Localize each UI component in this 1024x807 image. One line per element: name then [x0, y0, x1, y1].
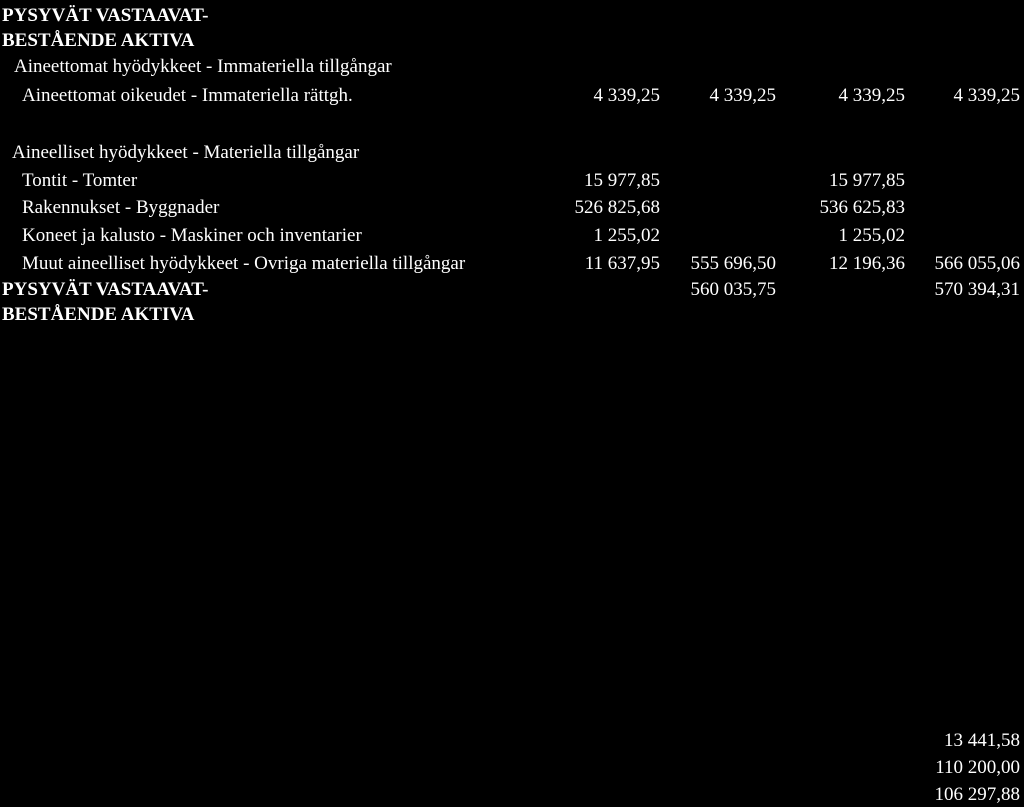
section-title-line1: PYSYVÄT VASTAAVAT-	[2, 5, 209, 26]
value-col4: 4 339,25	[953, 85, 1020, 106]
value-col2: 4 339,25	[709, 85, 776, 106]
row-label: Aineettomat oikeudet - Immateriella rättgh.	[22, 85, 353, 106]
value-col3: 536 625,83	[819, 197, 905, 218]
total-label-line1: PYSYVÄT VASTAAVAT-	[2, 279, 209, 300]
value-col3: 4 339,25	[838, 85, 905, 106]
row-label: Muut aineelliset hyödykkeet - Ovriga materiella tillgångar	[22, 253, 466, 274]
value-col3: 15 977,85	[829, 170, 905, 191]
row-label: Rakennukset - Byggnader	[22, 197, 220, 218]
total-value-col2: 560 035,75	[690, 279, 776, 300]
value-col1: 526 825,68	[574, 197, 660, 218]
row-label: Koneet ja kalusto - Maskiner och inventarier	[22, 225, 362, 246]
total-value-col4: 570 394,31	[934, 279, 1020, 300]
total-label-line2: BESTÅENDE AKTIVA	[2, 304, 195, 325]
value-col1: 4 339,25	[593, 85, 660, 106]
value-col3: 1 255,02	[838, 225, 905, 246]
value-col1: 11 637,95	[584, 253, 660, 274]
value-col1: 15 977,85	[584, 170, 660, 191]
value-col4: 566 055,06	[934, 253, 1020, 274]
row-label: Tontit - Tomter	[22, 170, 138, 191]
value-col3: 12 196,36	[829, 253, 905, 274]
bottom-value: 106 297,88	[934, 784, 1020, 805]
group-label-intangible: Aineettomat hyödykkeet - Immateriella tillgångar	[14, 56, 392, 77]
group-label-tangible: Aineelliset hyödykkeet - Materiella tillgångar	[12, 142, 360, 163]
value-col1: 1 255,02	[593, 225, 660, 246]
bottom-value: 110 200,00	[935, 757, 1020, 778]
value-col2: 555 696,50	[690, 253, 776, 274]
bottom-value: 13 441,58	[944, 730, 1020, 751]
section-title-line2: BESTÅENDE AKTIVA	[2, 30, 195, 51]
